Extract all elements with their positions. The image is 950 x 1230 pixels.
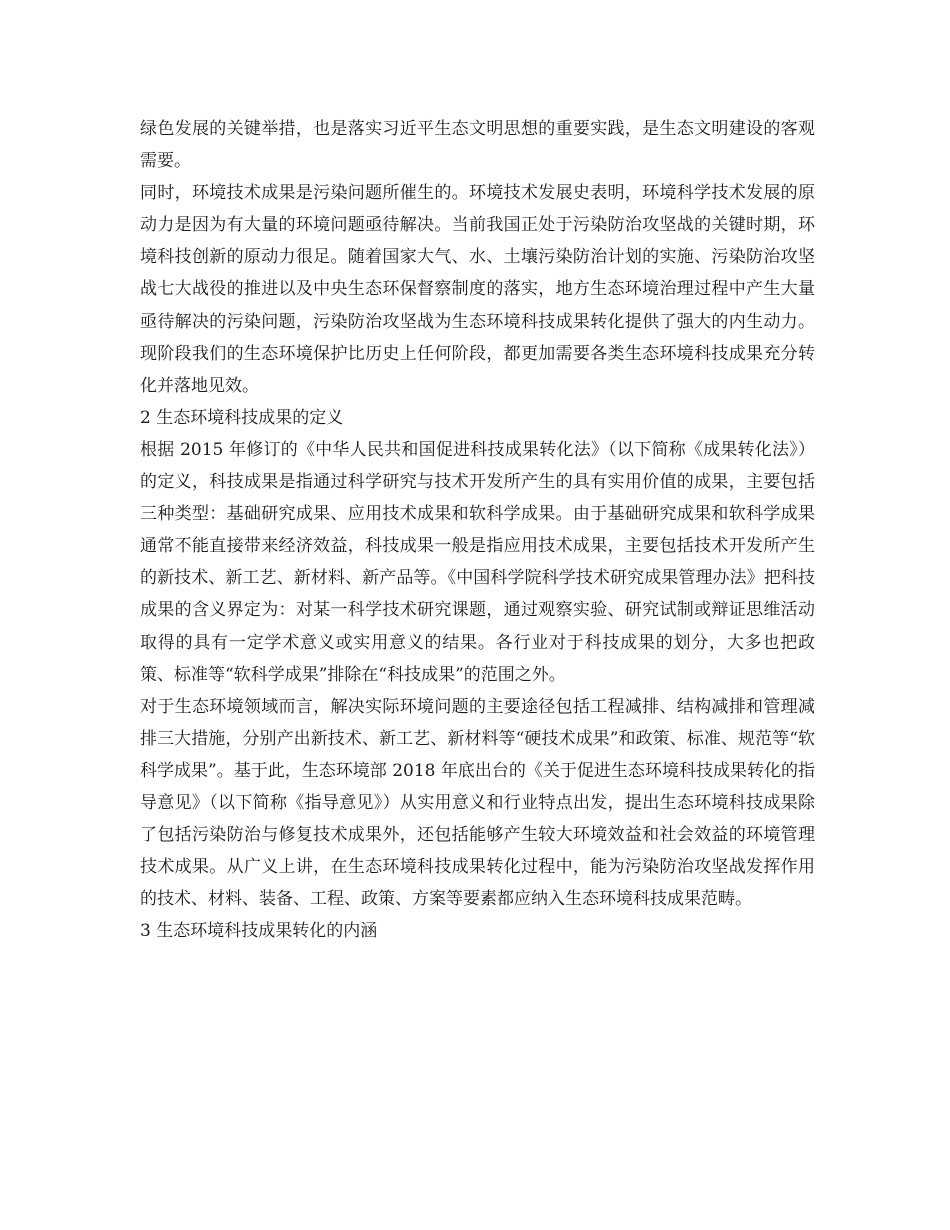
paragraph: 同时，环境技术成果是污染问题所催生的。环境技术发展史表明，环境科学技术发展的原动力是因为有大量的环境问题亟待解决。当前我国正处于污染防治攻坚战的关键时期，环境科技创新的原动力很足。随着国家大气、水、土壤污染防治计划的实施、污染防治攻坚战七大战役的推进以及中央生态环保督察制度的落实，地方生态环境治理过程中产生大量亟待解决的污染问题，污染防治攻坚战为生态环境科技成果转化提供了强大的内生动力。现阶段我们的生态环境保护比历史上任何阶段，都更加需要各类生态环境科技成果充分转化并落地见效。 [140, 183, 815, 396]
paragraph: 根据 2015 年修订的《中华人民共和国促进科技成果转化法》（以下简称《成果转化法》）的定义，科技成果是指通过科学研究与技术开发所产生的具有实用价值的成果，主要包括三种类型：基础研究成果、应用技术成果和软科学成果。由于基础研究成果和软科学成果通常不能直接带来经济效益，科技成果一般是指应用技术成果，主要包括技术开发所产生的新技术、新工艺、新材料、新产品等。《中国科学院科学技术研究成果管理办法》把科技成果的含义界定为：对某一科学技术研究课题，通过观察实验、研究试制或辩证思维活动取得的具有一定学术意义或实用意义的结果。各行业对于科技成果的划分，大多也把政策、标准等“软科学成果”排除在“科技成果”的范围之外。 [140, 439, 815, 685]
paragraph: 对于生态环境领域而言，解决实际环境问题的主要途径包括工程减排、结构减排和管理减排三大措施，分别产出新技术、新工艺、新材料等“硬技术成果”和政策、标准、规范等“软科学成果”。基于此，生态环境部 2018 年底出台的《关于促进生态环境科技成果转化的指导意见》（以下简称《指导意见》）从实用意义和行业特点出发，提出生态环境科技成果除了包括污染防治与修复技术成果外，还包括能够产生较大环境效益和社会效益的环境管理技术成果。从广义上讲，在生态环境科技成果转化过程中，能为污染防治攻坚战发挥作用的技术、材料、装备、工程、政策、方案等要素都应纳入生态环境科技成果范畴。 [140, 696, 815, 910]
section-heading: 2 生态环境科技成果的定义 [140, 407, 344, 428]
section-heading: 3 生态环境科技成果转化的内涵 [140, 921, 378, 942]
document-body [140, 113, 815, 947]
paragraph: 绿色发展的关键举措，也是落实习近平生态文明思想的重要实践，是生态文明建设的客观需要。 [140, 119, 815, 172]
